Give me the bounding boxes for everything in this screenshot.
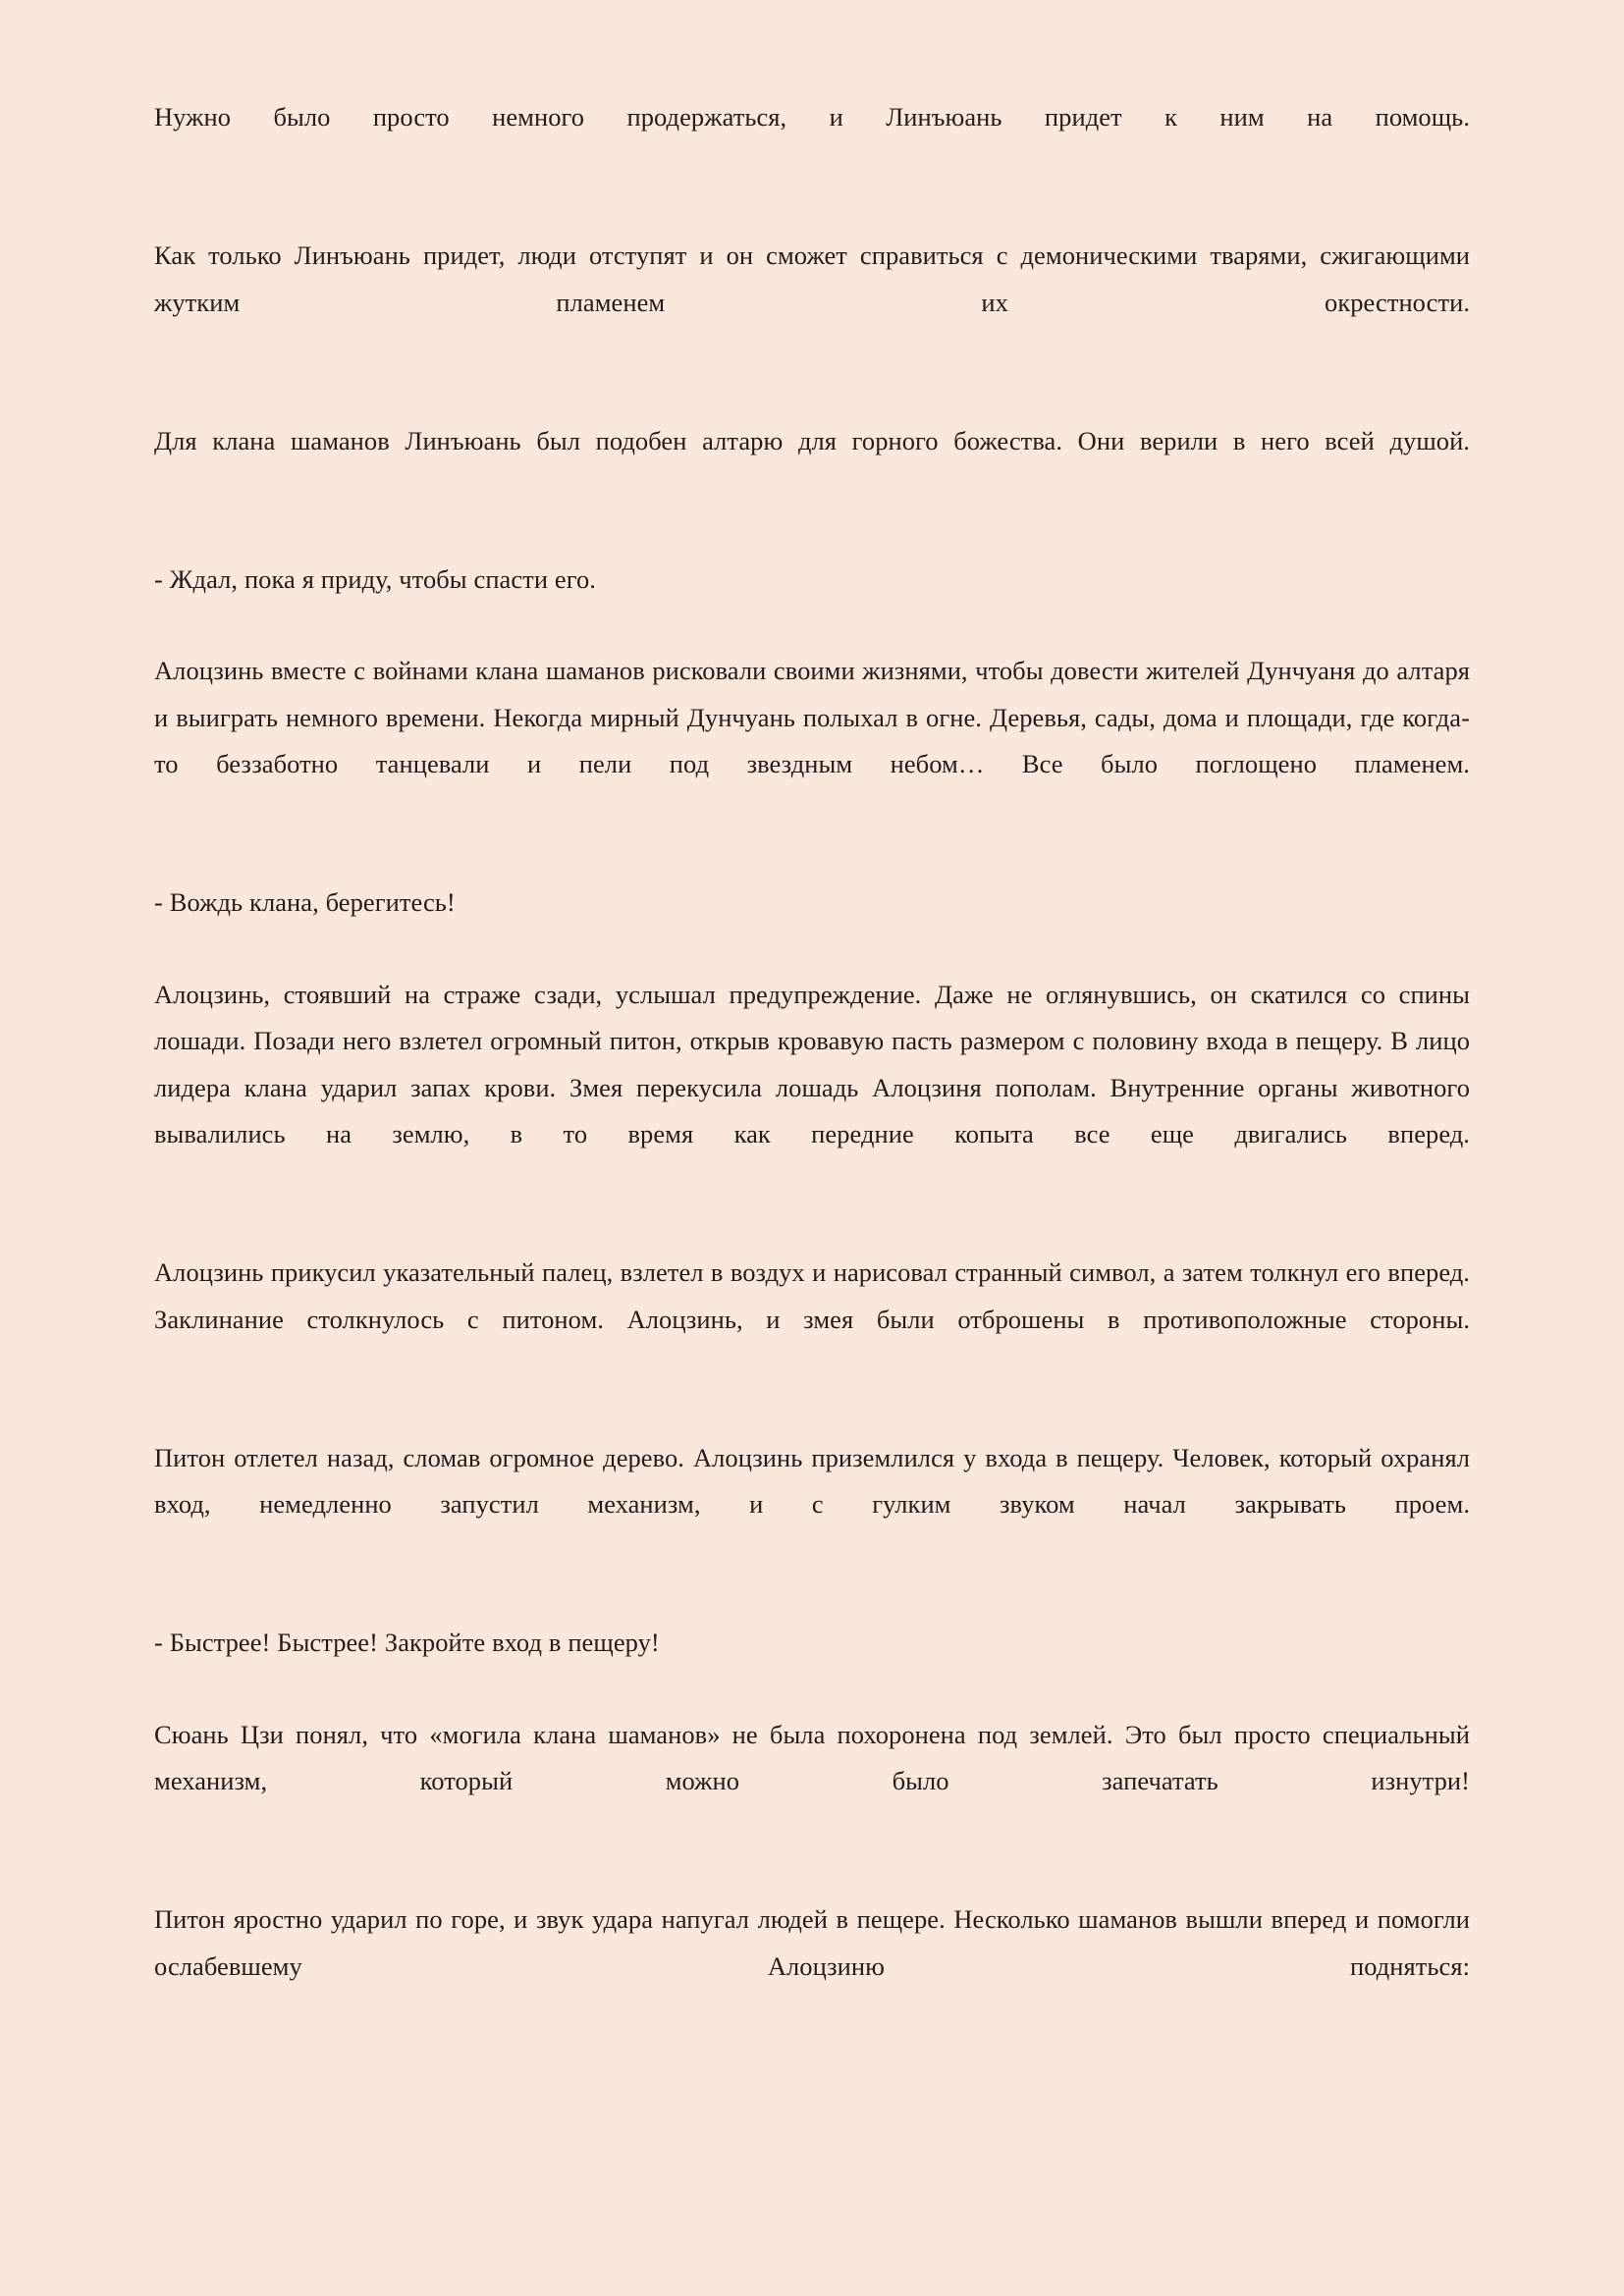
paragraph-7: Алоцзинь, стоявший на страже сзади, услышал предупреждение. Даже не оглянувшись, он скатился со спины лошади. Позади него взлетел огромный питон, открыв кровавую пасть размером с половину входа в пещеру. В лицо лидера клана ударил запах крови. Змея перекусила лошадь Алоцзиня пополам. Внутренние органы животного вывалились на землю, в то время как передние копыта все еще двигались вперед. (154, 979, 1470, 1148)
paragraph-5: Алоцзинь вместе с войнами клана шаманов рисковали своими жизнями, чтобы довести жителей Дунчуаня до алтаря и выиграть немного времени. Некогда мирный Дунчуань полыхал в огне. Деревья, сады, дома и площади, где когда-то беззаботно танцевали и пели под звездным небом… Все было поглощено пламенем. (154, 656, 1470, 778)
paragraph-8: Алоцзинь прикусил указательный палец, взлетел в воздух и нарисовал странный символ, а затем толкнул его вперед. Заклинание столкнулось с питоном. Алоцзинь, и змея были отброшены в противоположные стороны. (154, 1257, 1470, 1334)
paragraph-4-dialogue: - Ждал, пока я приду, чтобы спасти его. (154, 563, 596, 594)
paragraph-6-dialogue: - Вождь клана, берегитесь! (154, 887, 456, 917)
paragraph-9: Питон отлетел назад, сломав огромное дерево. Алоцзинь приземлился у входа в пещеру. Человек, который охранял вход, немедленно запустил механизм, и с гулким звуком начал закрывать проем. (154, 1442, 1470, 1519)
document-text-column (154, 94, 1470, 2037)
paragraph-1: Нужно было просто немного продержаться, и Линъюань придет к ним на помощь. (154, 102, 1470, 132)
paragraph-10-dialogue: - Быстрее! Быстрее! Закройте вход в пещеру! (154, 1628, 660, 1657)
paragraph-12: Питон яростно ударил по горе, и звук удара напугал людей в пещере. Несколько шаманов вышли вперед и помогли ослабевшему Алоцзиню подняться: (154, 1904, 1470, 1981)
paragraph-11: Сюань Цзи понял, что «могила клана шаманов» не была похоронена под землей. Это был просто специальный механизм, который можно было запечатать изнутри! (154, 1719, 1470, 1795)
paragraph-3: Для клана шаманов Линъюань был подобен алтарю для горного божества. Они верили в него всей душой. (154, 425, 1470, 455)
paragraph-2: Как только Линъюань придет, люди отступят и он сможет справиться с демоническими тварями, сжигающими жутким пламенем их окрестности. (154, 240, 1470, 317)
